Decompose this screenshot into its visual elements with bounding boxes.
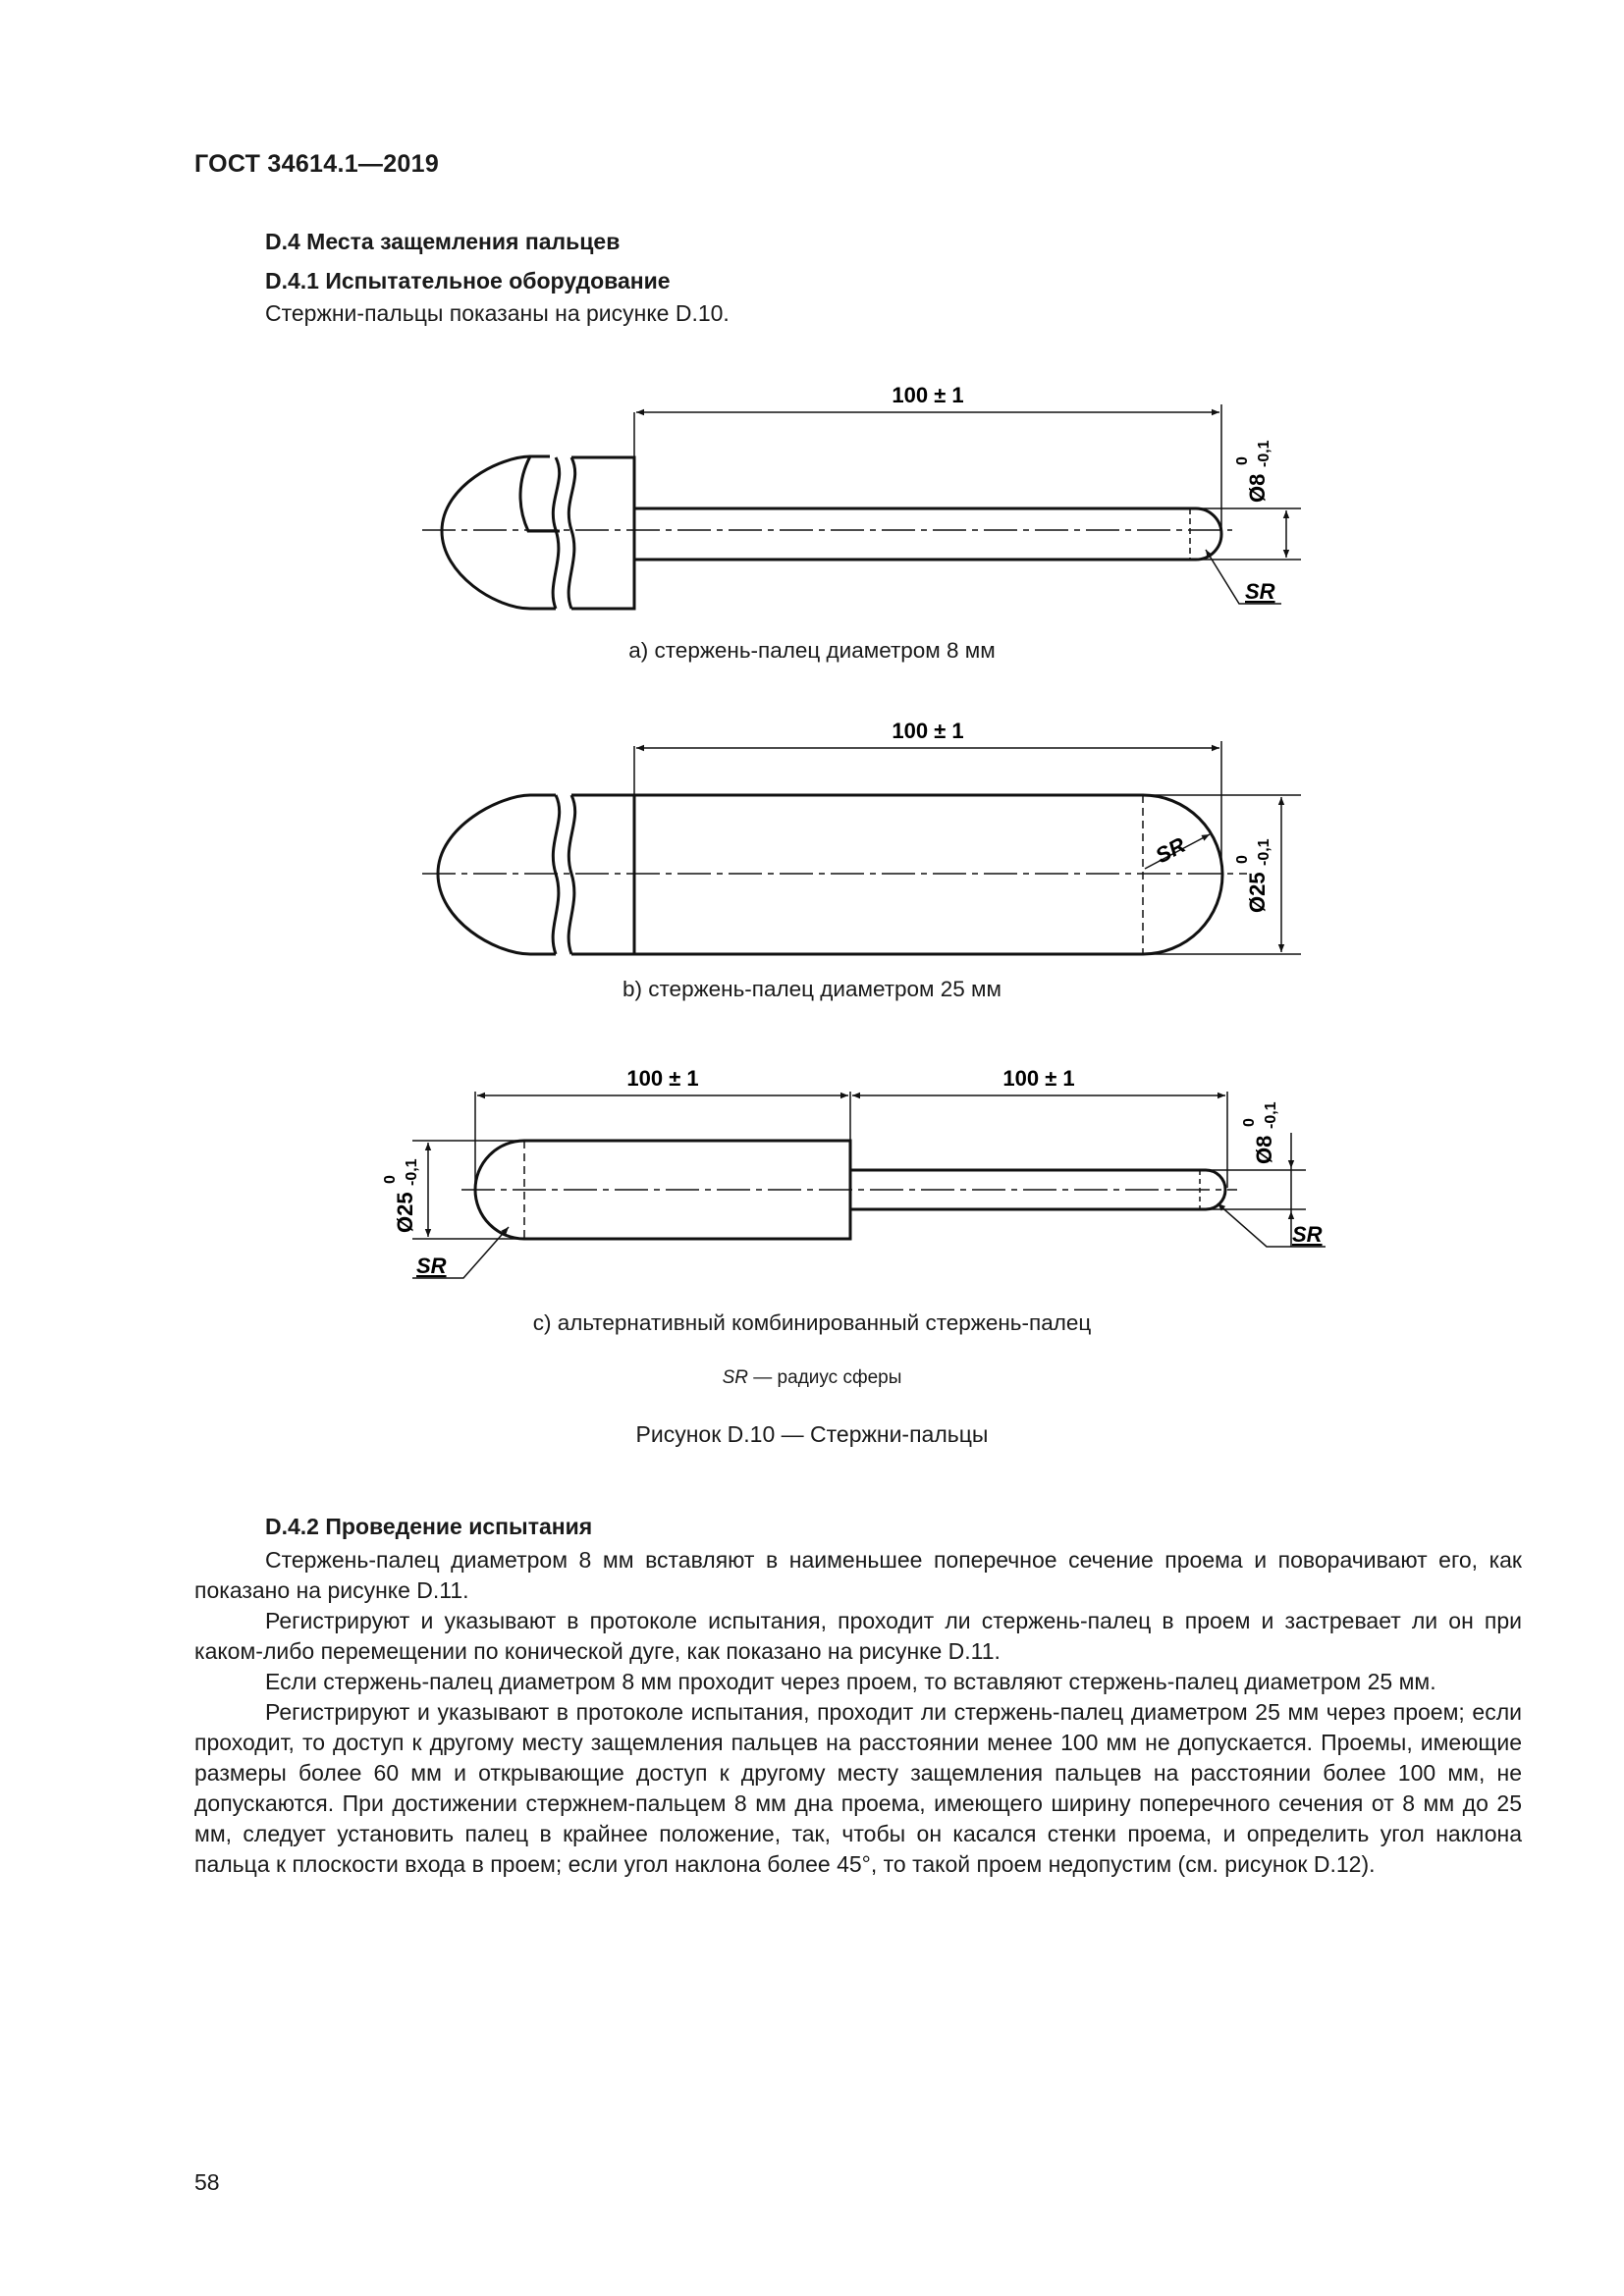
figure-legend-text: — радиус сферы — [748, 1367, 902, 1388]
figure-c-length-dim-right: 100 ± 1 — [1002, 1066, 1075, 1091]
figure-c-sr-left: SR — [416, 1254, 447, 1278]
figure-c-caption: c) альтернативный комбинированный стержень-палец — [532, 1310, 1092, 1335]
section-d42-title: D.4.2 Проведение испытания — [265, 1514, 593, 1539]
figure-c-diameter-left-lower: -0,1 — [404, 1158, 420, 1186]
figure-b-tol-upper: 0 — [1234, 855, 1251, 864]
figure-title: Рисунок D.10 — Стержни-пальцы — [635, 1421, 989, 1447]
figure-a-length-dim: 100 ± 1 — [892, 383, 964, 407]
figure-c-sr-right: SR — [1292, 1222, 1323, 1247]
section-d41-text: Стержни-пальцы показаны на рисунке D.10. — [265, 300, 730, 326]
figure-c-drawing — [412, 1092, 1326, 1278]
figure-c-diameter-left-upper: 0 — [382, 1175, 399, 1184]
figure-b-tol-lower: -0,1 — [1256, 838, 1272, 866]
page-number: 58 — [194, 2169, 220, 2195]
figure-b-length-dim: 100 ± 1 — [892, 719, 964, 743]
figure-d10-drawing — [0, 373, 1624, 1364]
paragraph: Стержень-палец диаметром 8 мм вставляют в наименьшее поперечное сечение проема и поворачивают его, как показано на рисунке D.11. — [194, 1547, 1522, 1603]
figure-b-caption: b) стержень-палец диаметром 25 мм — [623, 977, 1001, 1001]
paragraph: Если стержень-палец диаметром 8 мм проходит через проем, то вставляют стержень-палец диаметром 25 мм. — [265, 1669, 1436, 1694]
figure-a-diameter: Ø8 — [1245, 473, 1270, 503]
figure-a-sr-label: SR — [1245, 579, 1275, 604]
paragraph: Регистрируют и указывают в протоколе испытания, проходит ли стержень-палец диаметром 25 мм через проем; если проходит, то доступ к другому месту защемления пальцев на расстоянии менее 100 мм не допускается. Проемы, имеющие размеры более 60 мм и открывающие доступ к другому месту защемления пальцев на расстоянии более 100 мм, не допускаются. При достижении стержнем-пальцем 8 мм дна проема, имеющего ширину поперечного сечения от 8 мм до 25 мм, следует установить палец в крайнее положение, так, чтобы он касался стенки проема, и определить угол наклона пальца к плоскости входа в проем; если угол наклона более 45°, то такой проем недопустим (см. рисунок D.12). — [194, 1699, 1522, 1877]
figure-b-sr-label: SR — [1151, 831, 1190, 869]
paragraph: Регистрируют и указывают в протоколе испытания, проходит ли стержень-палец в проем и застревает ли он при каком-либо перемещении по конической дуге, как показано на рисунке D.11. — [194, 1608, 1522, 1664]
section-d41-title: D.4.1 Испытательное оборудование — [265, 268, 671, 294]
figure-a-tol-upper: 0 — [1234, 456, 1251, 465]
figure-c-diameter-right-upper: 0 — [1241, 1118, 1258, 1127]
figure-c-diameter-right-lower: -0,1 — [1263, 1101, 1279, 1129]
figure-a-drawing — [422, 404, 1301, 609]
figure-b-diameter: Ø25 — [1245, 872, 1270, 913]
figure-a-caption: a) стержень-палец диаметром 8 мм — [628, 638, 996, 663]
figure-a-tol-lower: -0,1 — [1256, 440, 1272, 467]
section-d42-body — [194, 1545, 1522, 1880]
document-header: ГОСТ 34614.1—2019 — [194, 150, 440, 178]
figure-c-diameter-left: Ø25 — [393, 1192, 417, 1233]
figure-c-diameter-right: Ø8 — [1252, 1135, 1276, 1164]
figure-c-length-dim-left: 100 ± 1 — [626, 1066, 699, 1091]
figure-legend-term: SR — [722, 1367, 748, 1388]
figure-legend — [0, 1367, 1624, 1389]
section-d4-title: D.4 Места защемления пальцев — [265, 229, 621, 254]
